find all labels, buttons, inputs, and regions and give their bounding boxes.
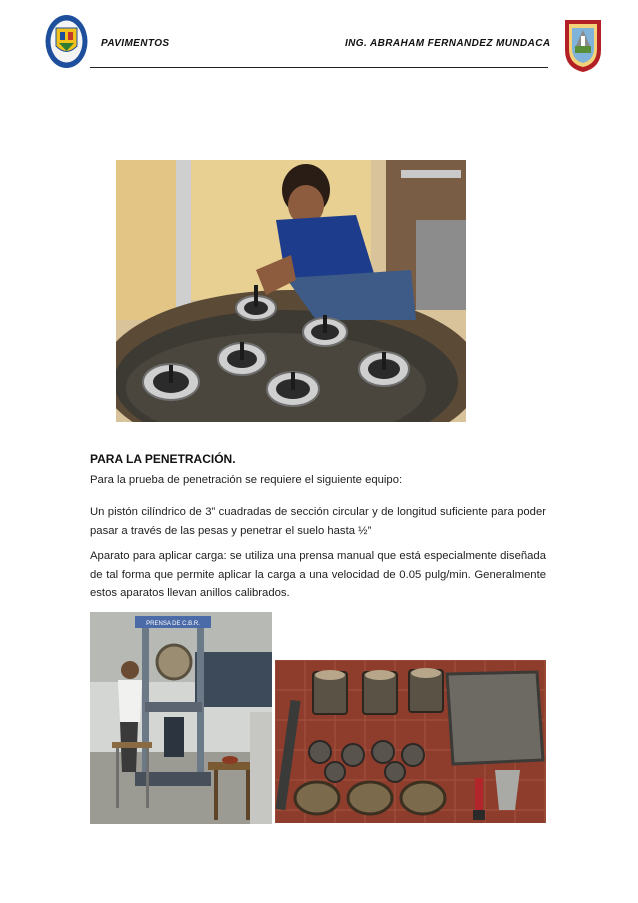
cbr-equipment-photo bbox=[275, 660, 546, 823]
press-sign-label: PRENSA DE C.B.R. bbox=[146, 621, 200, 627]
header-author: ING. ABRAHAM FERNANDEZ MUNDACA bbox=[345, 38, 551, 49]
university-crest-icon bbox=[44, 13, 89, 70]
paragraph-piston: Un pistón cilíndrico de 3” cuadradas de sección circular y de longitud suficiente para poder pasar a través de las pesas y penetrar el suelo hasta ½” bbox=[90, 506, 546, 537]
header-course-title: PAVIMENTOS bbox=[101, 38, 170, 49]
cbr-press-photo bbox=[90, 612, 272, 824]
section-heading: PARA LA PENETRACIÓN. bbox=[90, 452, 236, 466]
paragraph-load-apparatus: Aparato para aplicar carga: se utiliza una prensa manual que está especialmente diseñada de tal forma que permite aplicar la carga a una velocidad de 0.05 pulg/min. Generalmente estos aparatos llevan anillos calibrados. bbox=[90, 550, 546, 599]
paragraph-equipment-intro: Para la prueba de penetración se requiere el siguiente equipo: bbox=[90, 474, 403, 486]
cbr-soaking-tank-photo bbox=[116, 160, 466, 422]
header-divider bbox=[90, 67, 548, 68]
faculty-shield-icon bbox=[562, 16, 604, 74]
